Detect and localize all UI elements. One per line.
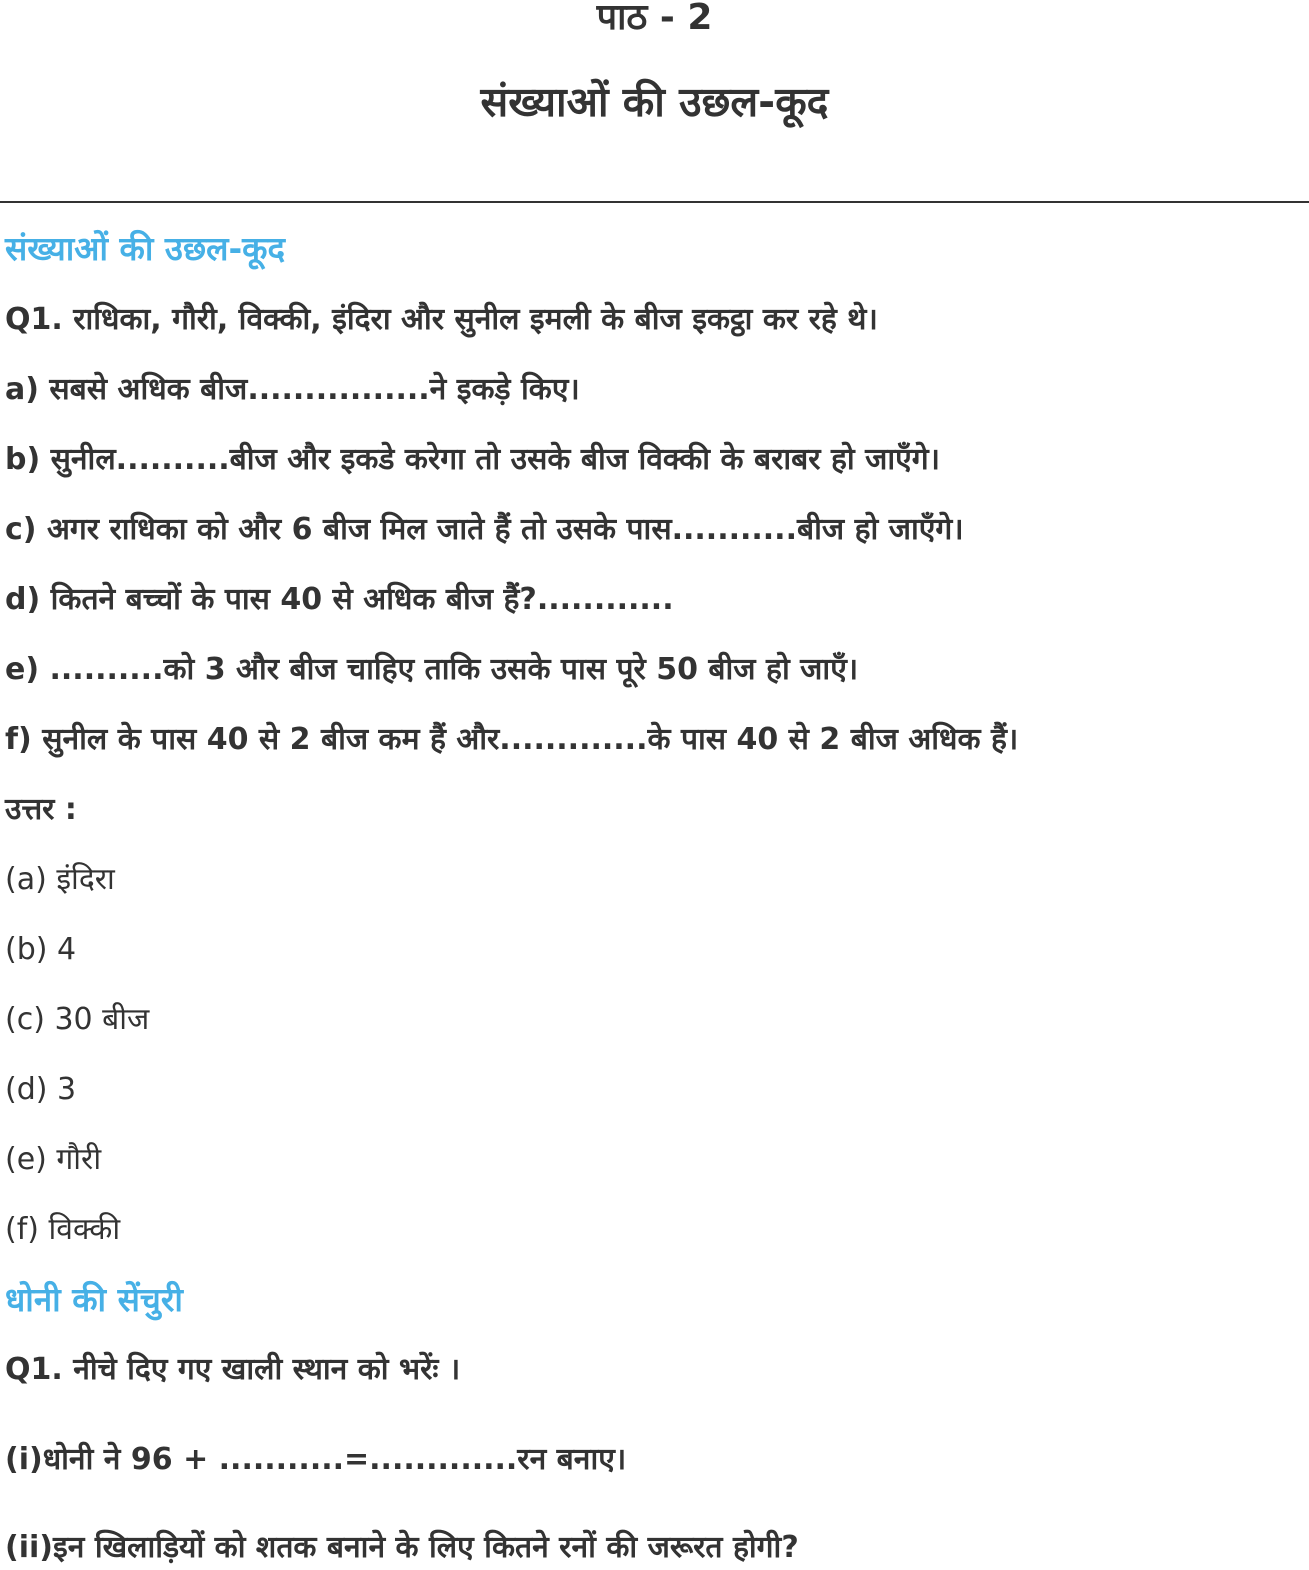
question-item-ii: (ii)इन खिलाड़ियों को शतक बनाने के लिए कितने रनों की जरूरत होगी? — [5, 1530, 799, 1565]
answer-d: (d) 3 — [5, 1072, 77, 1107]
answer-label: उत्तर : — [5, 792, 77, 827]
answer-a: (a) इंदिरा — [5, 862, 115, 897]
question-item-a: a) सबसे अधिक बीज................ने इकड़े किए। — [5, 372, 580, 407]
lesson-title: संख्याओं की उछल-कूद — [480, 78, 829, 126]
answer-b: (b) 4 — [5, 932, 77, 967]
section-heading-2: धोनी की सेंचुरी — [5, 1280, 183, 1319]
answer-c: (c) 30 बीज — [5, 1002, 150, 1037]
question-item-e: e) ..........को 3 और बीज चाहिए ताकि उसके पास पूरे 50 बीज हो जाएँ। — [5, 652, 859, 687]
question-item-i: (i)धोनी ने 96 + ...........=.............रन बनाए। — [5, 1442, 627, 1477]
lesson-number: पाठ - 2 — [596, 0, 713, 38]
answer-f: (f) विक्की — [5, 1212, 121, 1247]
question-item-f: f) सुनील के पास 40 से 2 बीज कम हैं और.............के पास 40 से 2 बीज अधिक हैं। — [5, 722, 1019, 757]
question-item-c: c) अगर राधिका को और 6 बीज मिल जाते हैं तो उसके पास...........बीज हो जाएँगे। — [5, 512, 964, 547]
answer-e: (e) गौरी — [5, 1142, 102, 1177]
question-1: Q1. राधिका, गौरी, विक्की, इंदिरा और सुनील इमली के बीज इकट्ठा कर रहे थे। — [5, 302, 878, 337]
header-divider — [0, 201, 1309, 203]
question-2: Q1. नीचे दिए गए खाली स्थान को भरेंः । — [5, 1352, 461, 1387]
question-item-d: d) कितने बच्चों के पास 40 से अधिक बीज हैं?............ — [5, 582, 674, 617]
section-heading-1: संख्याओं की उछल-कूद — [5, 229, 286, 268]
question-item-b: b) सुनील..........बीज और इकडे करेगा तो उसके बीज विक्की के बराबर हो जाएँगे। — [5, 442, 941, 477]
